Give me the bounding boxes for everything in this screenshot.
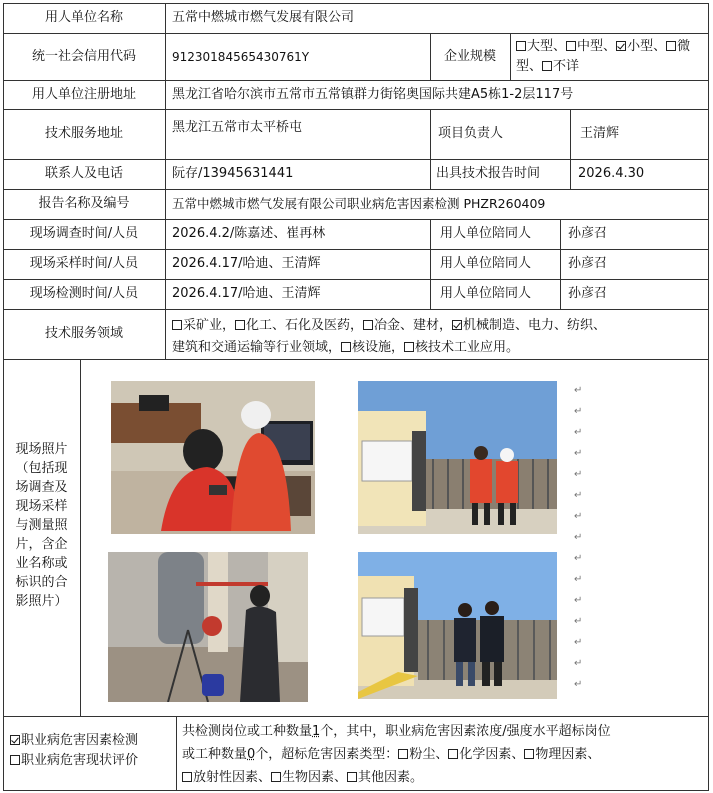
employer-label: 用人单位名称 — [44, 10, 123, 25]
photos-label-line-2: 场调查及 — [15, 480, 68, 495]
photo-gate-group — [358, 381, 557, 534]
contact-label: 联系人及电话 — [44, 166, 123, 181]
separator: 、 — [529, 59, 543, 74]
scale-option-2-checkbox[interactable] — [616, 41, 626, 51]
result-mid: 个，其中，职业病危害因素浓度/强度水平超标岗位 — [320, 724, 611, 739]
photos-label — [3, 440, 80, 611]
enterprise-scale-options — [516, 37, 708, 77]
survey-label: 现场调查时间/人员 — [29, 226, 139, 241]
project-lead-label: 项目负责人 — [438, 126, 504, 141]
scale-option-4-label: 不详 — [553, 59, 580, 74]
sampling-label: 现场采样时间/人员 — [29, 256, 139, 271]
scale-option-0-checkbox[interactable] — [516, 41, 526, 51]
report-time-label: 出具技术报告时间 — [436, 166, 541, 181]
photos-label-line-6: 业名称或 — [15, 556, 68, 571]
detection-result-text — [182, 720, 708, 789]
domain-option-nuclear-tech-checkbox[interactable] — [404, 342, 414, 352]
scale-option-3-checkbox[interactable] — [666, 41, 676, 51]
photos-label-line-7: 标识的合 — [15, 575, 68, 590]
hazard-type-a-0-label: 粉尘、 — [409, 747, 449, 762]
scale-option-0-label: 大型 — [527, 39, 554, 54]
credit-label: 统一社会信用代码 — [31, 49, 136, 64]
scale-label: 企业规模 — [443, 49, 496, 64]
evaluation-type-options — [10, 731, 176, 771]
report-name-value: 五常中燃城市燃气发展有限公司职业病危害因素检测 PHZR260409 — [172, 196, 546, 211]
hazard-type-a-1-checkbox[interactable] — [448, 749, 458, 759]
hazard-type-b-1-checkbox[interactable] — [271, 772, 281, 782]
result-count: 1 — [312, 724, 321, 739]
domain-option-1-label: 化工、石化及医药， — [246, 318, 364, 333]
hazard-type-b-2-label: 其他因素。 — [358, 770, 424, 785]
testing-label: 现场检测时间/人员 — [29, 286, 139, 301]
domain-option-nuclear-tech-label: 核技术工业应用。 — [415, 340, 520, 355]
photo-gas-equipment-sampling — [108, 552, 308, 702]
scale-option-3-label: 微型 — [516, 39, 691, 74]
hazard-type-b-0-checkbox[interactable] — [182, 772, 192, 782]
eval-option-0-checkbox[interactable] — [10, 735, 20, 745]
escort-label-1: 用人单位陪同人 — [440, 226, 532, 241]
scale-option-2-label: 小型 — [627, 39, 654, 54]
photos-label-line-5: 片，含企 — [15, 537, 68, 552]
contact-value: 阮存/13945631441 — [172, 166, 294, 181]
result-exceed: 0 — [247, 747, 256, 762]
hazard-type-a-1-label: 化学因素、 — [459, 747, 525, 762]
paragraph-marks: ↵ ↵ ↵ ↵ ↵ ↵ ↵ ↵ ↵ ↵ ↵ ↵ ↵ ↵ ↵ — [574, 385, 583, 690]
hazard-type-b-2-checkbox[interactable] — [347, 772, 357, 782]
address-label: 用人单位注册地址 — [31, 87, 136, 102]
scale-option-1-checkbox[interactable] — [566, 41, 576, 51]
eval-option-0-label: 职业病危害因素检测 — [21, 733, 139, 748]
sampling-value: 2026.4.17/哈迪、王清辉 — [172, 256, 321, 271]
domain-option-0-checkbox[interactable] — [172, 320, 182, 330]
escort-value-3: 孙彦召 — [568, 286, 608, 301]
escort-label-2: 用人单位陪同人 — [440, 256, 532, 271]
hazard-type-b-0-label: 放射性因素、 — [193, 770, 272, 785]
separator: 、 — [553, 39, 567, 54]
result-prefix2: 或工种数量 — [182, 747, 248, 762]
result-prefix: 共检测岗位或工种数量 — [182, 724, 313, 739]
result-mid2: 个，超标危害因素类型： — [255, 747, 399, 762]
photo-gate-two-people — [358, 552, 557, 699]
scale-option-1-label: 中型 — [577, 39, 604, 54]
photos-label-line-4: 与测量照 — [15, 518, 68, 533]
hazard-type-b-1-label: 生物因素、 — [282, 770, 348, 785]
domain-option-2-checkbox[interactable] — [363, 320, 373, 330]
eval-option-1-label: 职业病危害现状评价 — [21, 753, 139, 768]
escort-value-2: 孙彦召 — [568, 256, 608, 271]
photo-indoor-sampling — [111, 381, 315, 534]
separator: 、 — [653, 39, 667, 54]
scale-option-4-checkbox[interactable] — [542, 61, 552, 71]
domain-option-3-label: 机械制造、电力、纺织、 — [463, 318, 607, 333]
photos-label-line-3: 现场采样 — [15, 499, 68, 514]
hazard-type-a-2-checkbox[interactable] — [524, 749, 534, 759]
escort-label-3: 用人单位陪同人 — [440, 286, 532, 301]
domain-option-0-label: 采矿业， — [183, 318, 236, 333]
credit-value: 91230184565430761Y — [172, 50, 310, 64]
separator: 、 — [603, 39, 617, 54]
photos-label-line-0: 现场照片 — [15, 442, 68, 457]
hazard-type-a-0-checkbox[interactable] — [398, 749, 408, 759]
project-lead-value: 王清辉 — [580, 126, 620, 141]
service-address-value: 黑龙江五常市太平桥屯 — [172, 120, 303, 135]
domain-line2-text: 建筑和交通运输等行业领域， — [172, 340, 342, 355]
photos-label-line-8: 影照片） — [15, 594, 68, 609]
employer-value: 五常中燃城市燃气发展有限公司 — [172, 10, 355, 25]
domain-label: 技术服务领域 — [44, 326, 123, 341]
escort-value-1: 孙彦召 — [568, 226, 608, 241]
hazard-type-a-2-label: 物理因素、 — [535, 747, 601, 762]
domain-option-nuclear-checkbox[interactable] — [341, 342, 351, 352]
domain-option-nuclear-label: 核设施， — [352, 340, 405, 355]
photos-label-line-1: （包括现 — [15, 461, 68, 476]
testing-value: 2026.4.17/哈迪、王清辉 — [172, 286, 321, 301]
report-time-value: 2026.4.30 — [578, 166, 645, 181]
domain-option-1-checkbox[interactable] — [235, 320, 245, 330]
eval-option-1-checkbox[interactable] — [10, 755, 20, 765]
technical-service-domain-options — [172, 315, 706, 359]
domain-option-2-label: 冶金、建材， — [374, 318, 453, 333]
address-value: 黑龙江省哈尔滨市五常市五常镇群力街铭奥国际共建A5栋1-2层117号 — [172, 87, 574, 102]
survey-value: 2026.4.2/陈嘉述、崔再林 — [172, 226, 326, 241]
service-address-label: 技术服务地址 — [44, 126, 123, 141]
domain-option-3-checkbox[interactable] — [452, 320, 462, 330]
report-name-label: 报告名称及编号 — [38, 196, 130, 211]
